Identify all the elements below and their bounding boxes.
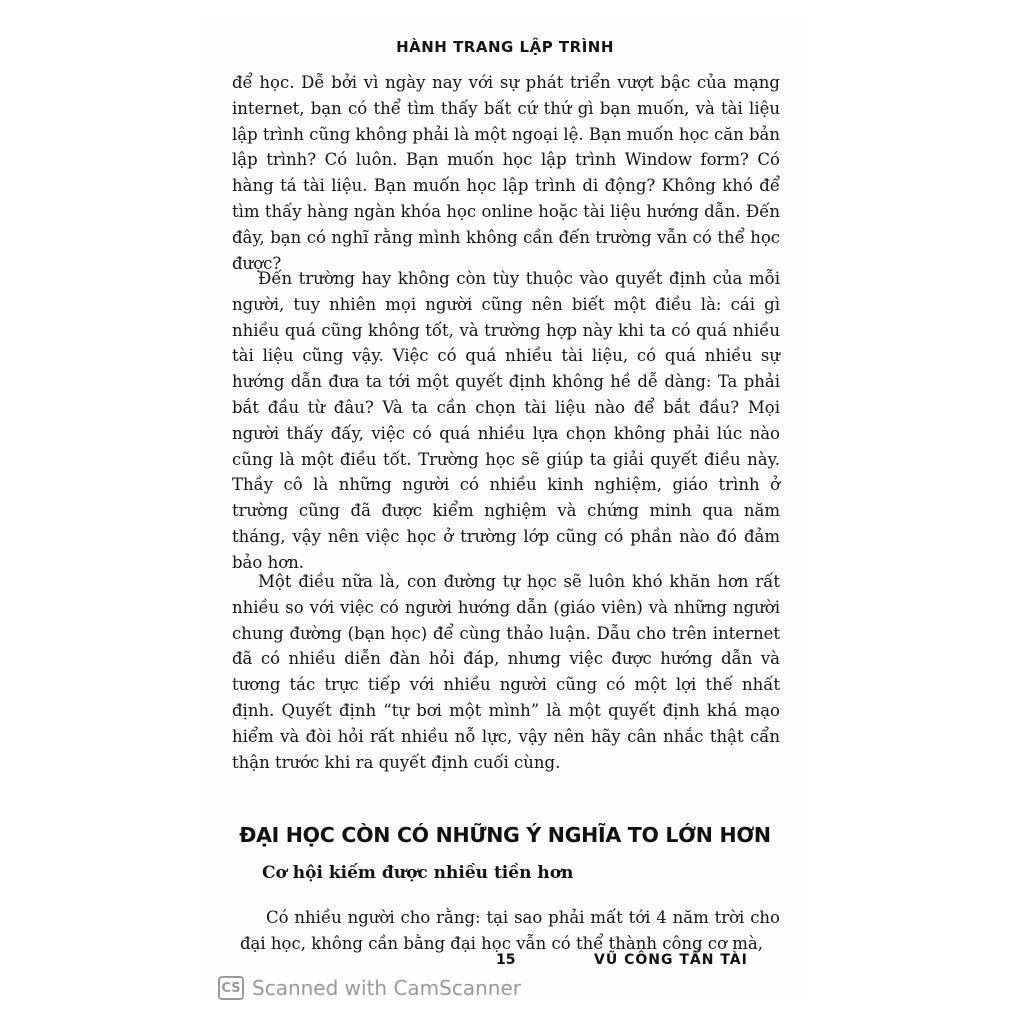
camscanner-watermark: [218, 974, 521, 1002]
section-heading: ĐẠI HỌC CÒN CÓ NHỮNG Ý NGHĨA TO LỚN HƠN: [239, 823, 771, 847]
paragraph-2: Đến trường hay không còn tùy thuộc vào quyết định của mỗi người, tuy nhiên mọi người cũng nên biết một điều là: cái gì nhiều quá cũng không tốt, và trường hợp này khi ta có quá nhiều tài liệu cũng vậy. Việc có quá nhiều tài liệu, có quá nhiều sự hướng dẫn đưa ta tới một quyết định không hề dễ dàng: Ta phải bắt đầu từ đâu? Và ta cần chọn tài liệu nào để bắt đầu? Mọi người thấy đấy, việc có quá nhiều lựa chọn không phải lúc nào cũng là một điều tốt. Trường học sẽ giúp ta giải quyết điều này. Thầy cô là những người có nhiều kinh nghiệm, giáo trình ở trường cũng đã được kiểm nghiệm và chứng minh qua năm tháng, vậy nên việc học ở trường lớp cũng có phần nào đó đảm bảo hơn.: [232, 269, 780, 572]
paragraph-3: Một điều nữa là, con đường tự học sẽ luôn khó khăn hơn rất nhiều so với việc có người hướng dẫn (giáo viên) và những người chung đường (bạn học) để cùng thảo luận. Dẫu cho trên internet đã có nhiều diễn đàn hỏi đáp, nhưng việc được hướng dẫn và tương tác trực tiếp với nhiều người cũng có một lợi thế nhất định. Quyết định “tự bơi một mình” là một quyết định khá mạo hiểm và đòi hỏi rất nhiều nỗ lực, vậy nên hãy cân nhắc thật cẩn thận trước khi ra quyết định cuối cùng.: [232, 572, 780, 772]
camscanner-logo-icon: CS: [218, 976, 244, 1000]
paragraph-1: để học. Dễ bởi vì ngày nay với sự phát triển vượt bậc của mạng internet, bạn có thể tìm thấy bất cứ thứ gì bạn muốn, và tài liệu lập trình cũng không phải là một ngoại lệ. Bạn muốn học căn bản lập trình? Có luôn. Bạn muốn học lập trình Window form? Có hàng tá tài liệu. Bạn muốn học lập trình di động? Không khó để tìm thấy hàng ngàn khóa học online hoặc tài liệu hướng dẫn. Đến đây, bạn có nghĩ rằng mình không cần đến trường vẫn có thể học được?: [232, 73, 780, 273]
watermark-text: Scanned with CamScanner: [252, 976, 521, 1000]
book-page: [200, 20, 810, 995]
author-name: VŨ CÔNG TẤN TÀI: [594, 952, 748, 968]
page-number: 15: [496, 952, 516, 968]
subheading: Cơ hội kiếm được nhiều tiền hơn: [262, 863, 574, 883]
paragraph-4: Có nhiều người cho rằng: tại sao phải mất tới 4 năm trời cho đại học, không cần bằng đại học vẫn có thể thành công cơ mà,: [240, 908, 780, 953]
running-header: HÀNH TRANG LẬP TRÌNH: [396, 38, 614, 56]
